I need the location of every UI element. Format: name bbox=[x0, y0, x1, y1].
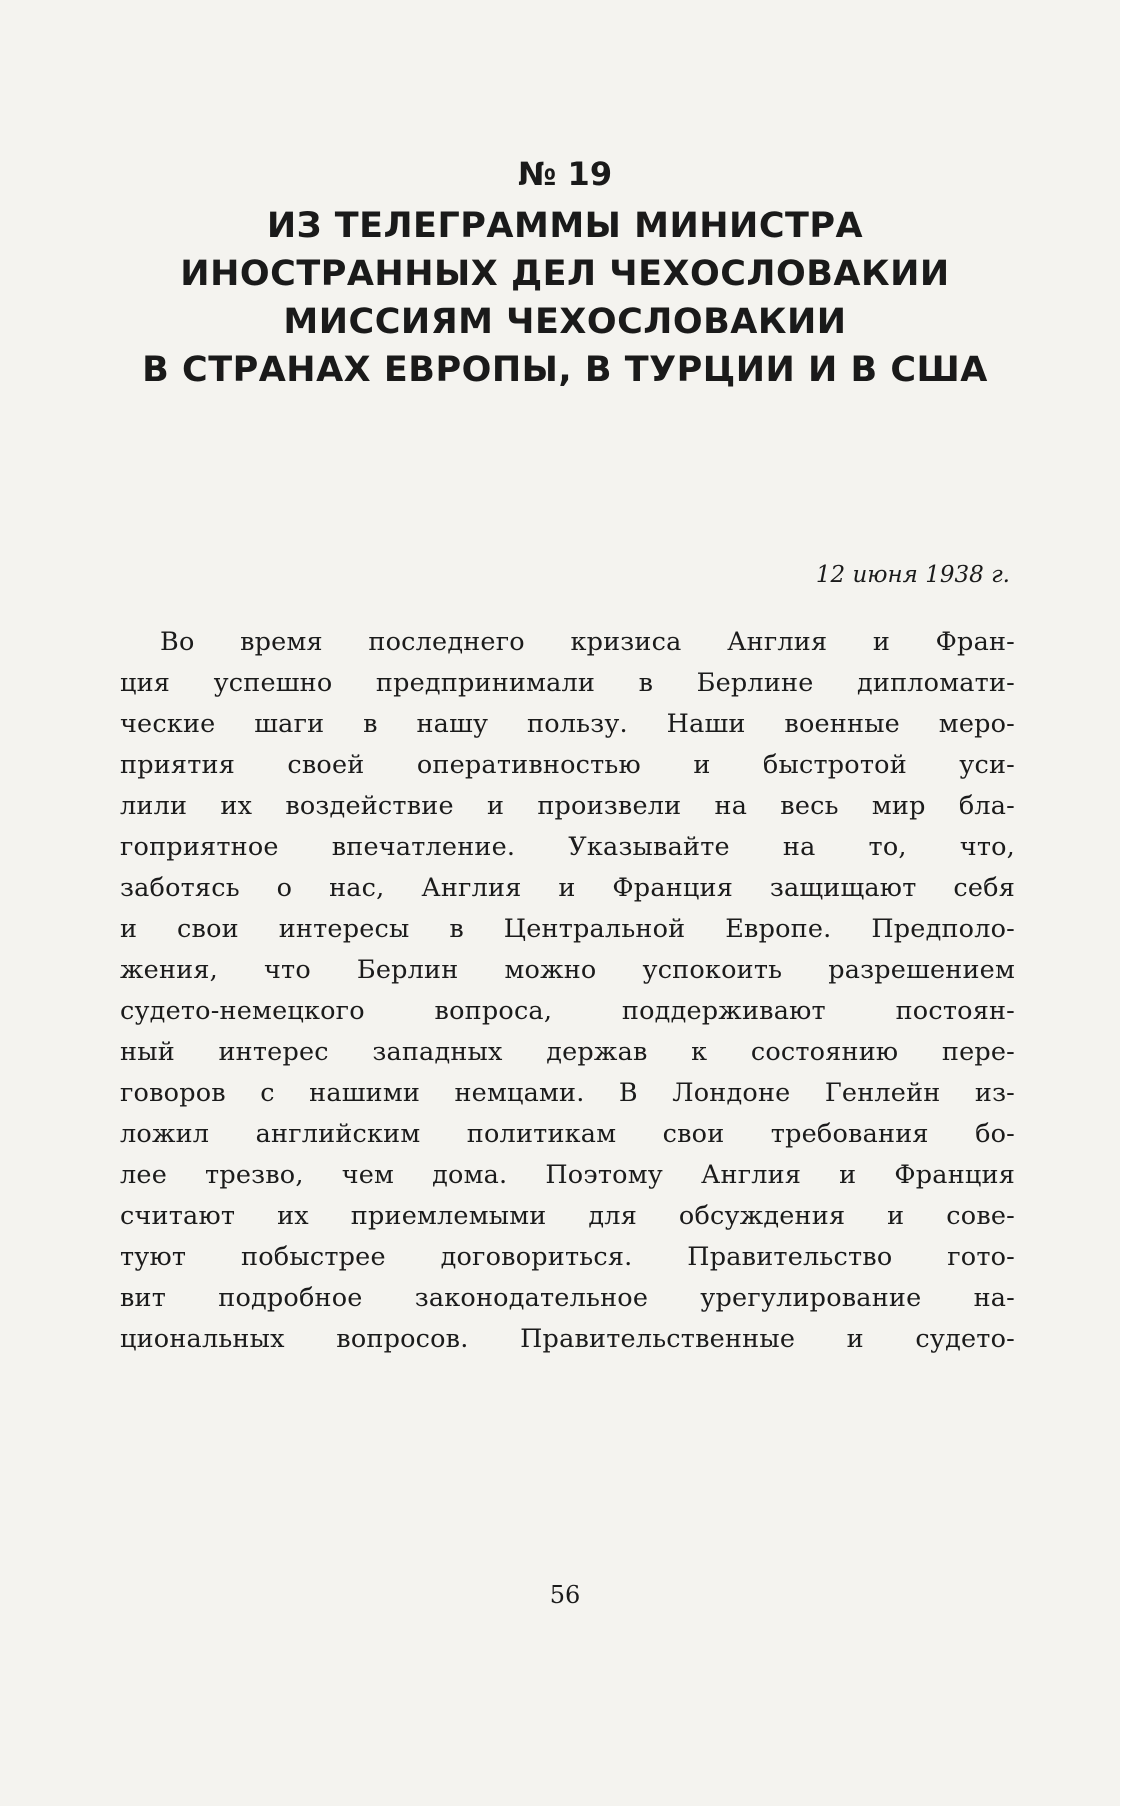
body-line: Во время последнего кризиса Англия и Фран- bbox=[160, 627, 1015, 657]
body-line: лее трезво, чем дома. Поэтому Англия и Франция bbox=[120, 1160, 1015, 1190]
title-line-1: ИЗ ТЕЛЕГРАММЫ МИНИСТРА bbox=[266, 206, 864, 246]
body-line: жения, что Берлин можно успокоить разрешением bbox=[120, 955, 1015, 985]
page-number: 56 bbox=[549, 1581, 581, 1609]
body-line: вит подробное законодательное урегулирование на- bbox=[120, 1283, 1015, 1313]
body-line: лили их воздействие и произвели на весь мир бла- bbox=[120, 791, 1015, 821]
document-heading bbox=[120, 150, 1010, 394]
body-line: гоприятное впечатление. Указывайте на то, что, bbox=[120, 832, 1015, 862]
body-line: заботясь о нас, Англия и Франция защищают себя bbox=[120, 873, 1015, 903]
body-line: ложил английским политикам свои требования бо- bbox=[120, 1119, 1015, 1149]
title-line-4: В СТРАНАХ ЕВРОПЫ, В ТУРЦИИ И В США bbox=[142, 350, 988, 390]
body-line: и свои интересы в Центральной Европе. Предполо- bbox=[120, 914, 1015, 944]
body-text bbox=[120, 622, 1015, 1360]
title-line-3: МИССИЯМ ЧЕХОСЛОВАКИИ bbox=[283, 302, 847, 342]
title-line-2: ИНОСТРАННЫХ ДЕЛ ЧЕХОСЛОВАКИИ bbox=[180, 254, 950, 294]
page-edge bbox=[1120, 0, 1146, 1806]
body-line: туют побыстрее договориться. Правительство гото- bbox=[120, 1242, 1015, 1272]
body-line: ный интерес западных держав к состоянию пере- bbox=[120, 1037, 1015, 1067]
body-line: считают их приемлемыми для обсуждения и сове- bbox=[120, 1201, 1015, 1231]
body-line: циональных вопросов. Правительственные и судето- bbox=[120, 1324, 1015, 1354]
body-line: ческие шаги в нашу пользу. Наши военные меро- bbox=[120, 709, 1015, 739]
body-line: говоров с нашими немцами. В Лондоне Генлейн из- bbox=[120, 1078, 1015, 1108]
body-line: судето-немецкого вопроса, поддерживают постоян- bbox=[120, 996, 1015, 1026]
document-number: № 19 bbox=[517, 155, 613, 193]
body-line: ция успешно предпринимали в Берлине дипломати- bbox=[120, 668, 1015, 698]
document-date: 12 июня 1938 г. bbox=[815, 562, 1010, 588]
body-line: приятия своей оперативностью и быстротой уси- bbox=[120, 750, 1015, 780]
